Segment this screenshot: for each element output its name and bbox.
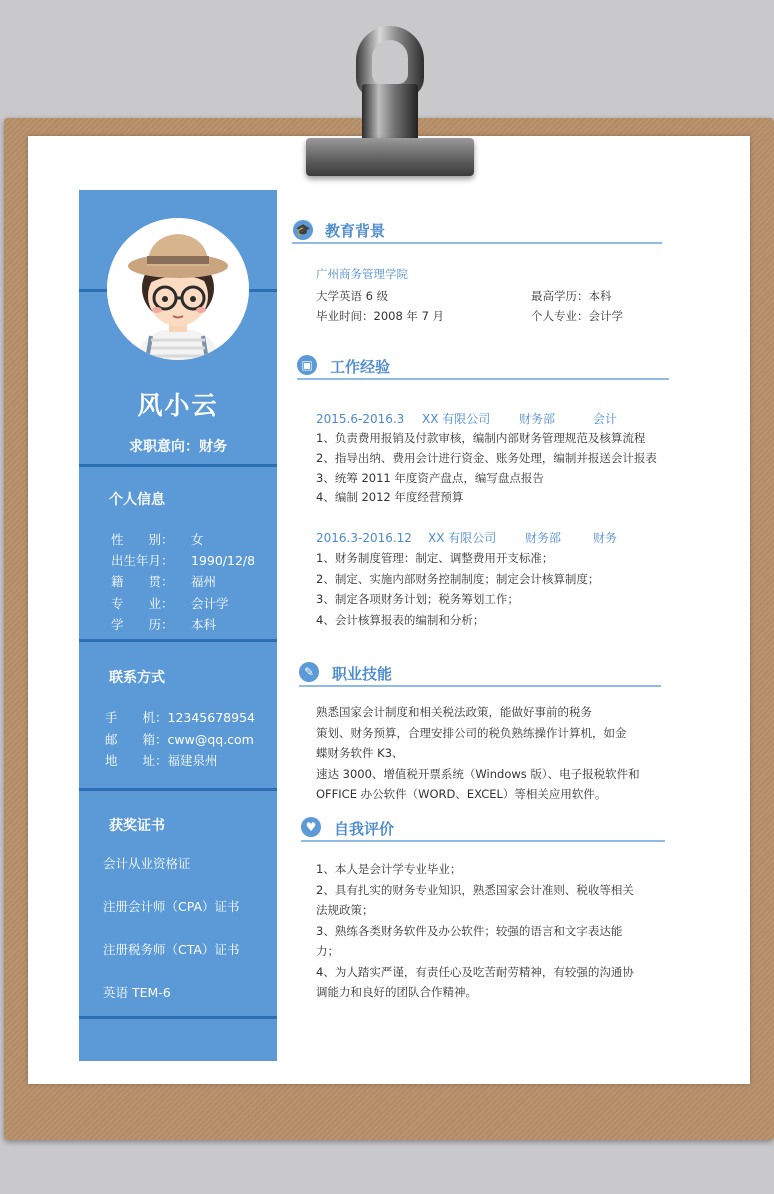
graduation-time: 毕业时间：2008 年 7 月 (316, 309, 445, 323)
job-duty: 2、制定、实施内部财务控制制度；制定会计核算制度； (316, 572, 600, 586)
self-line: 4、为人踏实严谨，有责任心及吃苦耐劳精神，有较强的沟通协 (316, 964, 634, 979)
education-major: 个人专业：会计学 (531, 309, 623, 323)
contact-title: 联系方式 (109, 670, 165, 686)
contact-address: 地 址：福建泉州 (105, 753, 218, 768)
briefcase-icon: ▣ (297, 355, 317, 375)
info-major (111, 594, 229, 612)
info-label: 学 历： (111, 617, 174, 632)
info-value: 本科 (191, 617, 217, 632)
certs-title: 获奖证书 (109, 818, 165, 834)
job-duty: 1、负责费用报销及付款审核，编制内部财务管理规范及核算流程 (316, 431, 646, 445)
clip-ring-hole (372, 40, 408, 84)
self-line: 1、本人是会计学专业毕业； (316, 862, 462, 876)
job-period: 2016.3-2016.12 (316, 531, 412, 545)
skills-title: 职业技能 (332, 665, 393, 683)
info-hometown (111, 572, 216, 590)
self-line: 调能力和良好的团队合作精神。 (316, 985, 477, 999)
contact-email: 邮 箱：cww@qq.com (105, 732, 254, 747)
skills-line: OFFICE 办公软件（WORD、EXCEL）等相关应用软件。 (316, 787, 607, 801)
contact-phone: 手 机：12345678954 (105, 710, 255, 725)
cert-item: 注册会计师（CPA）证书 (103, 899, 240, 914)
job-duty: 2、指导出纳、费用会计进行资金、账务处理，编制并报送会计报表 (316, 451, 657, 465)
job-duty: 4、会计核算报表的编制和分析； (316, 613, 485, 627)
info-value: 会计学 (191, 596, 229, 611)
job-dept: 财务部 (519, 412, 556, 426)
avatar-illustration (107, 218, 249, 360)
personal-info-title: 个人信息 (109, 492, 165, 508)
section-rule (292, 242, 662, 244)
heart-icon: ♥ (301, 817, 321, 837)
work-title: 工作经验 (330, 358, 391, 376)
self-line: 3、熟练各类财务软件及办公软件；较强的语言和文字表达能 (316, 923, 623, 938)
info-birth (111, 551, 255, 569)
sidebar-divider (79, 1016, 277, 1019)
self-line: 法规政策； (316, 903, 374, 917)
self-line: 2、具有扎实的财务专业知识，熟悉国家会计准则、税收等相关 (316, 882, 634, 897)
info-value: 女 (191, 532, 204, 547)
section-rule (297, 378, 669, 380)
sidebar-divider (79, 639, 277, 642)
avatar (107, 218, 249, 360)
education-title: 教育背景 (325, 222, 386, 240)
self-line: 力； (316, 944, 339, 958)
highest-degree: 最高学历：本科 (531, 289, 612, 303)
info-gender (111, 530, 204, 548)
skills-line: 熟悉国家会计制度和相关税法政策，能做好事前的税务 (316, 705, 592, 719)
job-duty: 4、编制 2012 年度经营预算 (316, 490, 464, 504)
info-label: 出生年月： (111, 553, 174, 568)
self-title: 自我评价 (334, 820, 395, 838)
skills-line: 策划、财务预算，合理安排公司的税负熟练操作计算机，如金 (316, 725, 627, 740)
section-rule (299, 685, 661, 687)
section-rule (301, 840, 665, 842)
sidebar (79, 190, 277, 1061)
job-duty: 3、统筹 2011 年度资产盘点，编写盘点报告 (316, 471, 544, 485)
cert-item: 会计从业资格证 (103, 856, 191, 871)
job-company: XX 有限公司 (428, 531, 497, 545)
job-period: 2015.6-2016.3 (316, 412, 405, 426)
clip-base (306, 138, 474, 176)
job-company: XX 有限公司 (422, 412, 491, 426)
info-value: 1990/12/8 (191, 553, 256, 568)
candidate-name: 风小云 (137, 391, 219, 420)
education-icon: 🎓 (293, 220, 313, 240)
info-value: 福州 (191, 574, 217, 589)
skills-line: 蝶财务软件 K3、 (316, 746, 404, 760)
info-label: 专 业： (111, 596, 174, 611)
job-dept: 财务部 (525, 531, 562, 545)
pencil-icon: ✎ (299, 662, 319, 682)
job-role: 财务 (593, 531, 618, 545)
school-name: 广州商务管理学院 (316, 267, 408, 281)
skills-line: 速达 3000、增值税开票系统（Windows 版）、电子报税软件和 (316, 766, 640, 781)
job-intent: 求职意向：财务 (129, 439, 227, 455)
job-header (316, 410, 617, 427)
sidebar-divider (79, 788, 277, 791)
job-duty: 1、财务制度管理：制定、调整费用开支标准； (316, 551, 554, 565)
job-header (316, 529, 617, 546)
self-text (316, 859, 666, 1003)
info-degree (111, 615, 216, 633)
cert-item: 注册税务师（CTA）证书 (103, 942, 240, 957)
info-label: 性 别： (111, 532, 174, 547)
info-label: 籍 贯： (111, 574, 174, 589)
job-duty: 3、制定各项财务计划；税务筹划工作； (316, 592, 519, 606)
sidebar-divider (79, 464, 277, 467)
english-level: 大学英语 6 级 (316, 289, 389, 303)
skills-text (316, 702, 666, 805)
job-role: 会计 (593, 412, 618, 426)
clip-neck (362, 84, 418, 146)
cert-item: 英语 TEM-6 (103, 985, 171, 1000)
